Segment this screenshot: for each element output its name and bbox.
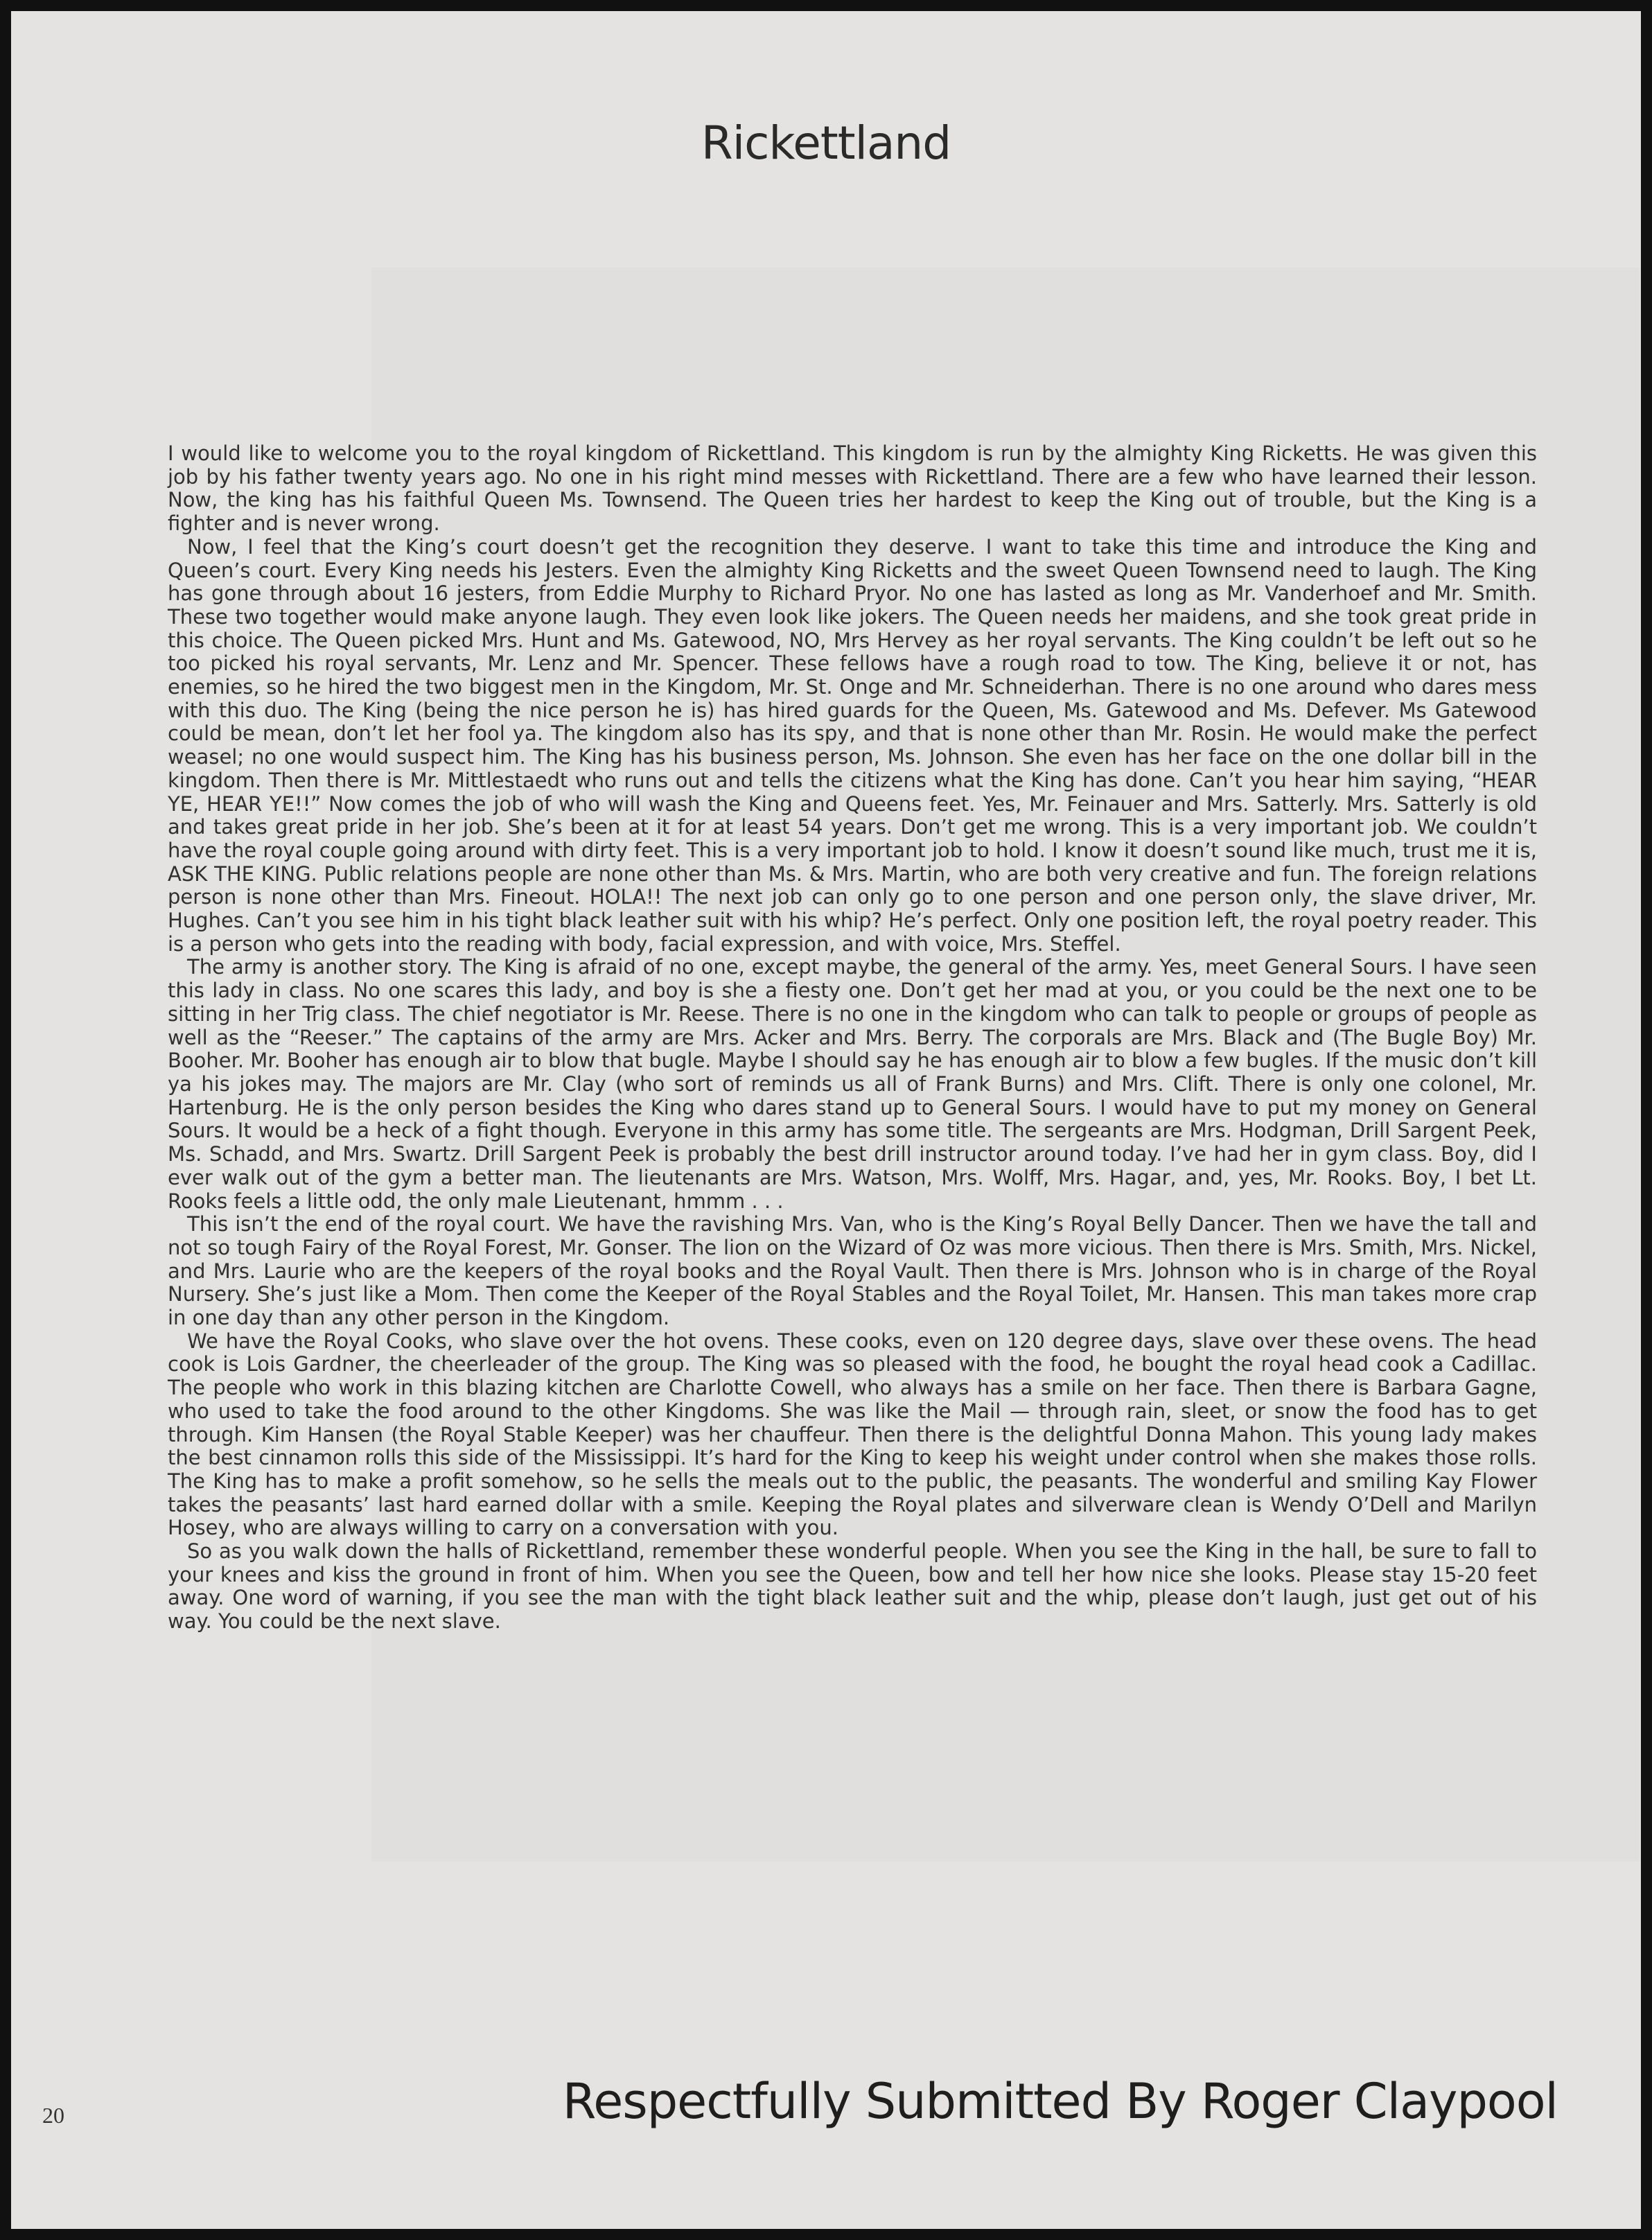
article-body xyxy=(168,442,1537,1634)
paragraph-welcome: I would like to welcome you to the royal kingdom of Rickettland. This kingdom is run by the almighty King Ricketts. He was given this job by his father twenty years ago. No one in his right mind messes with Rickettland. There are a few who have learned their lesson. Now, the king has his faithful Queen Ms. Townsend. The Queen tries her hardest to keep the King out of trouble, but the King is a fighter and is never wrong. xyxy=(168,441,1537,536)
paragraph-army: The army is another story. The King is afraid of no one, except maybe, the general of the army. Yes, meet General Sours. I have seen this lady in class. No one scares this lady, and boy is she a fiesty one. Don’t get her mad at you, or you could be the next one to be sitting in her Trig class. The chief negotiator is Mr. Reese. There is no one in the kingdom who can talk to people or groups of people as well as the “Reeser.” The captains of the army are Mrs. Acker and Mrs. Berry. The corporals are Mrs. Black and (The Bugle Boy) Mr. Booher. Mr. Booher has enough air to blow that bugle. Maybe I should say he has enough air to blow a few bugles. If the music don’t kill ya his jokes may. The majors are Mr. Clay (who sort of reminds us all of Frank Burns) and Mrs. Clift. There is only one colonel, Mr. Hartenburg. He is the only person besides the King who dares stand up to General Sours. I would have to put my money on General Sours. It would be a heck of a fight though. Everyone in this army has some title. The sergeants are Mrs. Hodgman, Drill Sargent Peek, Ms. Schadd, and Mrs. Swartz. Drill Sargent Peek is probably the best drill instructor around today. I’ve had her in gym class. Boy, did I ever walk out of the gym a better man. The lieutenants are Mrs. Watson, Mrs. Wolff, Mrs. Hagar, and, yes, Mr. Rooks. Boy, I bet Lt. Rooks feels a little odd, the only male Lieutenant, hmmm . . . xyxy=(168,955,1537,1213)
paragraph-cooks: We have the Royal Cooks, who slave over the hot ovens. These cooks, even on 120 degree days, slave over these ovens. The head cook is Lois Gardner, the cheerleader of the group. The King was so pleased with the food, he bought the royal head cook a Cadillac. The people who work in this blazing kitchen are Charlotte Cowell, who always has a smile on her face. Then there is Barbara Gagne, who used to take the food around to the other Kingdoms. She was like the Mail — through rain, sleet, or snow the food has to get through. Kim Hansen (the Royal Stable Keeper) was her chauffeur. Then there is the delightful Donna Mahon. This young lady makes the best cinnamon rolls this side of the Mississippi. It’s hard for the King to keep his weight under control when she makes those rolls. The King has to make a profit somehow, so he sells the meals out to the public, the peasants. The wonderful and smiling Kay Flower takes the peasants’ last hard earned dollar with a smile. Keeping the Royal plates and silverware clean is Wendy O’Dell and Marilyn Hosey, who are always willing to carry on a conversation with you. xyxy=(168,1329,1537,1540)
yearbook-page xyxy=(11,11,1641,2229)
paragraph-court: Now, I feel that the King’s court doesn’t get the recognition they deserve. I want to take this time and introduce the King and Queen’s court. Every King needs his Jesters. Even the almighty King Ricketts and the sweet Queen Townsend need to laugh. The King has gone through about 16 jesters, from Eddie Murphy to Richard Pryor. No one has lasted as long as Mr. Vanderhoef and Mr. Smith. These two together would make anyone laugh. They even look like jokers. The Queen needs her maidens, and she took great pride in this choice. The Queen picked Mrs. Hunt and Ms. Gatewood, NO, Mrs Hervey as her royal servants. The King couldn’t be left out so he too picked his royal servants, Mr. Lenz and Mr. Spencer. These fellows have a rough road to tow. The King, believe it or not, has enemies, so he hired the two biggest men in the Kingdom, Mr. St. Onge and Mr. Schneiderhan. There is no one around who dares mess with this duo. The King (being the nice person he is) has hired guards for the Queen, Ms. Gatewood and Ms. Defever. Ms Gatewood could be mean, don’t let her fool ya. The kingdom also has its spy, and that is none other than Mr. Rosin. He would make the perfect weasel; no one would suspect him. The King has his business person, Ms. Johnson. She even has her face on the one dollar bill in the kingdom. Then there is Mr. Mittlestaedt who runs out and tells the citizens what the King has done. Can’t you hear him saying, “HEAR YE, HEAR YE!!” Now comes the job of who will wash the King and Queens feet. Yes, Mr. Feinauer and Mrs. Satterly. Mrs. Satterly is old and takes great pride in her job. She’s been at it for at least 54 years. Don’t get me wrong. This is a very important job. We couldn’t have the royal couple going around with dirty feet. This is a very important job to hold. I know it doesn’t sound like much, trust me it is, ASK THE KING. Public relations people are none other than Ms. & Mrs. Martin, who are both very creative and fun. The foreign relations person is none other than Mrs. Fineout. HOLA!! The next job can only go to one person and one person only, the slave driver, Mr. Hughes. Can’t you see him in his tight black leather suit with his whip? He’s perfect. Only one position left, the royal poetry reader. This is a person who gets into the reading with body, facial expression, and with voice, Mrs. Steffel. xyxy=(168,534,1537,956)
paragraph-royal-court: This isn’t the end of the royal court. We have the ravishing Mrs. Van, who is the King’s Royal Belly Dancer. Then we have the tall and not so tough Fairy of the Royal Forest, Mr. Gonser. The lion on the Wizard of Oz was more vicious. Then there is Mrs. Smith, Mrs. Nickel, and Mrs. Laurie who are the keepers of the royal books and the Royal Vault. Then there is Mrs. Johnson who is in charge of the Royal Nursery. She’s just like a Mom. Then come the Keeper of the Royal Stables and the Royal Toilet, Mr. Hansen. This man takes more crap in one day than any other person in the Kingdom. xyxy=(168,1212,1537,1330)
byline: Respectfully Submitted By Roger Claypool xyxy=(562,2073,1558,2130)
page-number: 20 xyxy=(42,2103,64,2128)
page-title: Rickettland xyxy=(701,116,951,170)
paragraph-closing: So as you walk down the halls of Rickettland, remember these wonderful people. When you see the King in the hall, be sure to fall to your knees and kiss the ground in front of him. When you see the Queen, bow and tell her how nice she looks. Please stay 15-20 feet away. One word of warning, if you see the man with the tight black leather suit and the whip, please don’t laugh, just get out of his way. You could be the next slave. xyxy=(168,1539,1537,1634)
